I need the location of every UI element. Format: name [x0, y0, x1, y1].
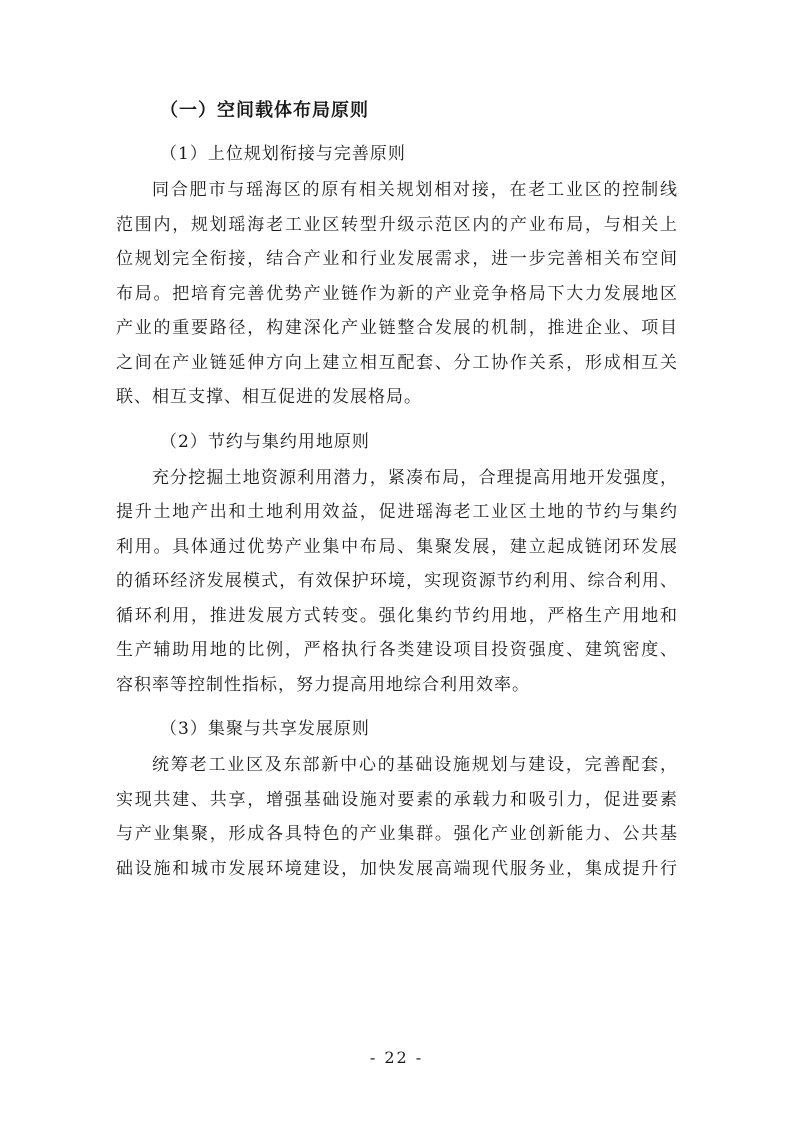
- paragraph-line: 容积率等控制性指标，努力提高用地综合利用效率。: [116, 674, 530, 695]
- paragraph-1: [116, 173, 678, 415]
- page-number: - 22 -: [369, 1048, 424, 1067]
- section-3: [116, 712, 678, 886]
- paragraph-2: [116, 461, 678, 703]
- paragraph-line: 统筹老工业区及东部新中心的基础设施规划与建设，完善配套，: [152, 755, 678, 775]
- paragraph-line: 充分挖掘土地资源利用潜力，紧凑布局，合理提高用地开发强度，: [152, 467, 678, 488]
- paragraph-line: 生产辅助用地的比例，严格执行各类建设项目投资强度、建筑密度、: [116, 640, 678, 660]
- paragraph-3: [116, 748, 678, 886]
- paragraph-line: 同合肥市与瑶海区的原有相关规划相对接，在老工业区的控制线: [152, 180, 678, 200]
- document-page: [116, 95, 678, 886]
- paragraph-line: 循环利用，推进发展方式转变。强化集约节约用地，严格生产用地和: [116, 605, 678, 626]
- paragraph-line: 与产业集聚，形成各具特色的产业集群。强化产业创新能力、公共基: [116, 824, 678, 844]
- paragraph-line: 联、相互支撑、相互促进的发展格局。: [116, 387, 422, 407]
- section-1: [116, 137, 678, 415]
- paragraph-line: 布局。把培育完善优势产业链作为新的产业竞争格局下大力发展地区: [116, 283, 678, 304]
- section-heading: （一）空间载体布局原则: [160, 100, 369, 121]
- paragraph-line: 的循环经济发展模式，有效保护环境，实现资源节约利用、综合利用、: [116, 571, 678, 591]
- paragraph-line: 提升土地产出和土地利用效益，促进瑶海老工业区土地的节约与集约: [116, 502, 678, 522]
- sub-heading-2: （2）节约与集约用地原则: [160, 431, 370, 452]
- paragraph-line: 础设施和城市发展环境建设，加快发展高端现代服务业，集成提升行: [116, 858, 678, 879]
- paragraph-line: 范围内，规划瑶海老工业区转型升级示范区内的产业布局，与相关上: [116, 214, 678, 235]
- paragraph-line: 实现共建、共享，增强基础设施对要素的承载力和吸引力，促进要素: [116, 789, 678, 810]
- section-2: [116, 425, 678, 703]
- sub-heading-1: （1）上位规划衔接与完善原则: [160, 144, 406, 164]
- paragraph-line: 位规划完全衔接，结合产业和行业发展需求，进一步完善相关布空间: [116, 249, 678, 269]
- paragraph-line: 产业的重要路径，构建深化产业链整合发展的机制，推进企业、项目: [116, 318, 678, 338]
- sub-heading-3: （3）集聚与共享发展原则: [160, 719, 370, 739]
- paragraph-line: 利用。具体通过优势产业集中布局、集聚发展，建立起成链闭环发展: [116, 536, 678, 557]
- paragraph-line: 之间在产业链延伸方向上建立相互配套、分工协作关系，形成相互关: [116, 352, 678, 373]
